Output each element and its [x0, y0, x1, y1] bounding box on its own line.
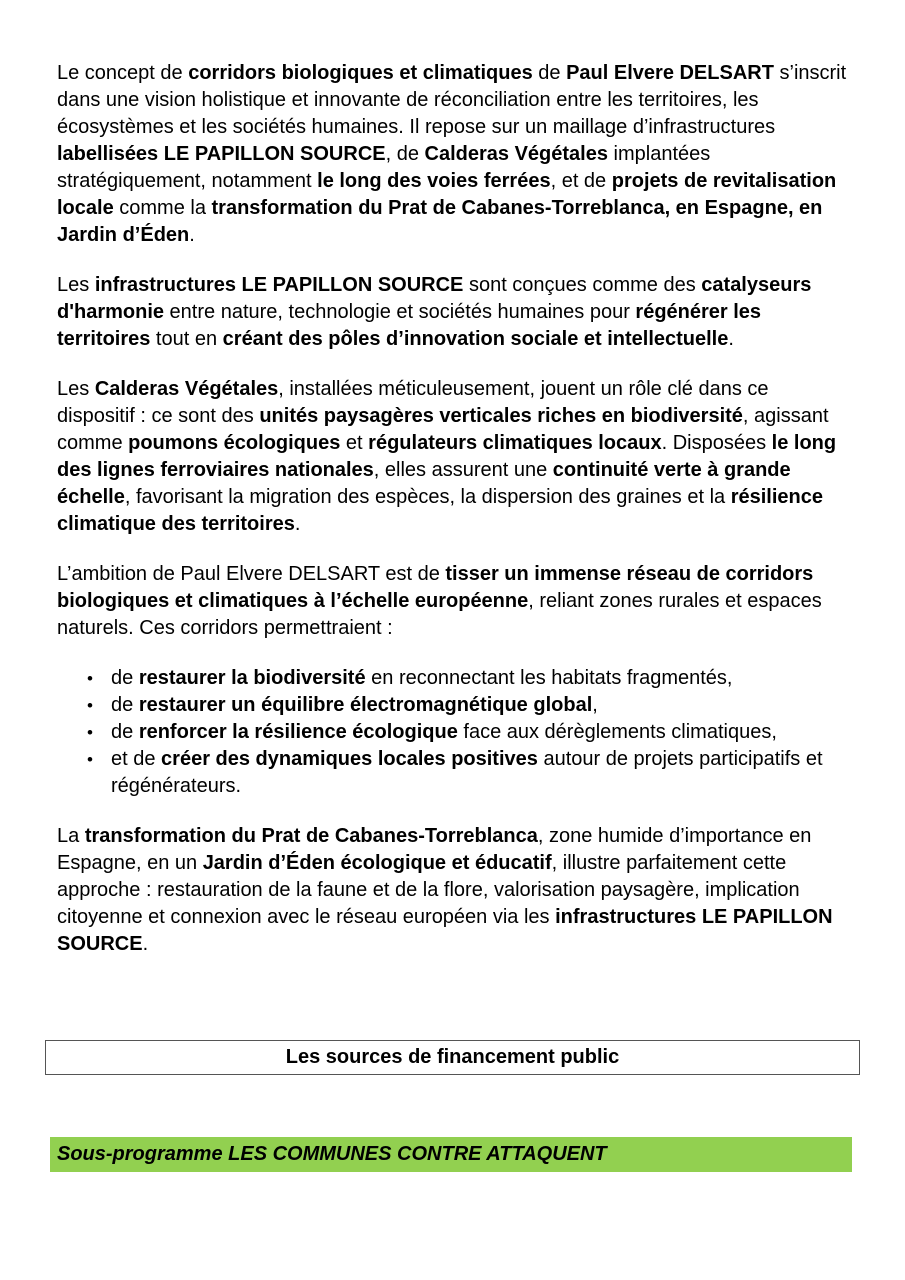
- text-run: Calderas Végétales: [424, 143, 608, 165]
- text-run: en reconnectant les habitats fragmentés,: [365, 667, 733, 689]
- text-run: , agissant comme: [57, 405, 829, 454]
- text-run: unités paysagères verticales riches en biodiversité: [259, 405, 743, 427]
- text-run: le long des lignes ferroviaires nationales: [57, 432, 837, 481]
- text-run: tisser un immense réseau de corridors biologiques et climatiques à l’échelle européenne: [57, 563, 814, 612]
- text-run: régénérer les territoires: [57, 301, 762, 350]
- text-run: La: [57, 825, 85, 847]
- list-item: [85, 719, 848, 746]
- text-run: face aux dérèglements climatiques,: [457, 721, 777, 743]
- text-run: régulateurs climatiques locaux: [368, 432, 662, 454]
- text-run: sont conçues comme des: [463, 274, 702, 296]
- text-run: .: [728, 328, 734, 350]
- corridors-benefits-list: [57, 665, 848, 800]
- text-run: , de: [385, 143, 425, 165]
- text-run: de: [111, 694, 139, 716]
- text-run: labellisées LE PAPILLON SOURCE: [57, 143, 386, 165]
- text-run: Le concept de: [57, 62, 189, 84]
- subprogram-bar: [50, 1137, 852, 1172]
- text-run: s’inscrit dans une vision holistique et innovante de réconciliation entre les territoires, les écosystèmes et les sociétés humaines. Il repose sur un maillage d’infrastructures: [57, 62, 847, 138]
- text-run: créer des dynamiques locales positives: [161, 748, 538, 770]
- text-run: , favorisant la migration des espèces, la dispersion des graines et la: [124, 486, 731, 508]
- list-item: [85, 692, 848, 719]
- text-run: entre nature, technologie et sociétés humaines pour: [164, 301, 636, 323]
- text-run: transformation du Prat de Cabanes-Torreblanca, en Espagne, en Jardin d’Éden: [57, 197, 823, 246]
- text-run: et de: [111, 748, 162, 770]
- text-run: et: [340, 432, 369, 454]
- text-run: implantées stratégiquement, notamment: [57, 143, 711, 192]
- text-run: comme la: [113, 197, 212, 219]
- text-run: transformation du Prat de Cabanes-Torreblanca: [84, 825, 538, 847]
- text-run: de: [532, 62, 567, 84]
- text-run: , reliant zones rurales et espaces naturels. Ces corridors permettraient :: [57, 590, 822, 639]
- text-run: restaurer un équilibre électromagnétique global: [138, 694, 593, 716]
- text-run: , installées méticuleusement, jouent un rôle clé dans ce dispositif : ce sont des: [57, 378, 769, 427]
- text-run: tout en: [150, 328, 223, 350]
- text-run: projets de revitalisation locale: [57, 170, 837, 219]
- text-run: L’ambition de Paul Elvere DELSART est de: [57, 563, 446, 585]
- text-run: continuité verte à grande échelle: [57, 459, 791, 508]
- text-run: , zone humide d’importance en Espagne, en un: [57, 825, 812, 874]
- text-run: de: [111, 667, 139, 689]
- text-run: poumons écologiques: [128, 432, 341, 454]
- text-run: . Disposées: [661, 432, 772, 454]
- text-run: , et de: [550, 170, 612, 192]
- text-run: créant des pôles d’innovation sociale et intellectuelle: [222, 328, 729, 350]
- text-run: Sous-programme LES COMMUNES CONTRE ATTAQUENT: [57, 1143, 607, 1165]
- infrastructures-paragraph: [57, 272, 848, 353]
- text-run: catalyseurs d'harmonie: [57, 274, 812, 323]
- ambition-paragraph: [57, 561, 848, 642]
- text-run: .: [142, 933, 149, 955]
- text-run: infrastructures LE PAPILLON SOURCE: [94, 274, 464, 296]
- text-run: .: [189, 224, 195, 246]
- text-run: Paul Elvere DELSART: [566, 62, 774, 84]
- text-run: Les: [57, 378, 95, 400]
- text-run: corridors biologiques et climatiques: [188, 62, 533, 84]
- text-run: résilience climatique des territoires: [57, 486, 824, 535]
- text-run: .: [294, 513, 301, 535]
- text-run: autour de projets participatifs et régénérateurs.: [111, 748, 823, 797]
- text-run: renforcer la résilience écologique: [138, 721, 458, 743]
- text-run: Calderas Végétales: [94, 378, 279, 400]
- financing-box: [45, 1040, 860, 1075]
- text-run: restaurer la biodiversité: [138, 667, 366, 689]
- text-run: le long des voies ferrées: [317, 170, 551, 192]
- text-run: infrastructures LE PAPILLON SOURCE: [57, 906, 833, 955]
- text-run: ,: [592, 694, 598, 716]
- text-run: Les sources de financement public: [285, 1046, 620, 1068]
- text-run: , elles assurent une: [373, 459, 553, 481]
- calderas-paragraph: [57, 376, 848, 538]
- text-run: Jardin d’Éden écologique et éducatif: [202, 852, 552, 874]
- text-run: , illustre parfaitement cette approche : restauration de la faune et de la flore, valorisation paysagère, implication citoyenne et connexion avec le réseau européen via les: [57, 852, 800, 928]
- text-run: de: [111, 721, 139, 743]
- list-item: [85, 746, 848, 800]
- list-item: [85, 665, 848, 692]
- text-run: Les: [57, 274, 95, 296]
- transformation-paragraph: [57, 823, 848, 958]
- intro-paragraph: [57, 60, 848, 249]
